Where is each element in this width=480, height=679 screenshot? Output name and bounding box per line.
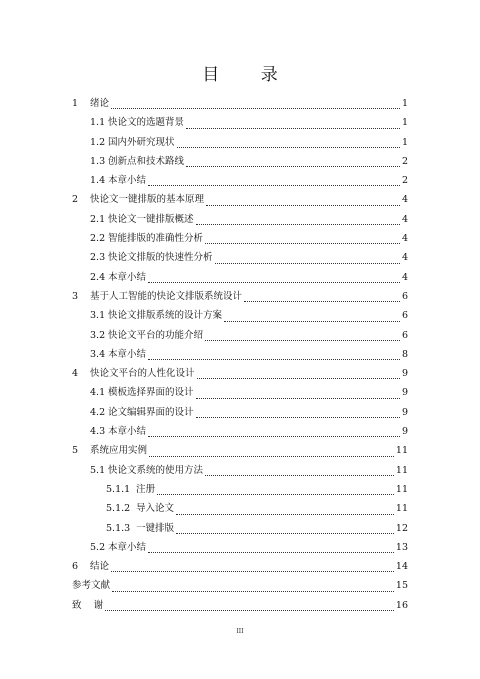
toc-entry-number: 3.2 [90, 329, 106, 341]
toc-entry-page: 1 [401, 98, 408, 109]
toc-entry[interactable] [72, 113, 408, 132]
toc-entry-page: 11 [395, 483, 408, 495]
toc-entry[interactable] [72, 133, 408, 152]
toc-entry[interactable] [72, 538, 408, 557]
toc-entry-page: 14 [395, 561, 408, 573]
dot-leader [186, 166, 400, 167]
toc-entry-label: 快论文排版系统的设计方案 [108, 310, 223, 322]
toc-entry-page: 6 [401, 329, 408, 341]
dot-leader [149, 456, 394, 457]
toc-entry-label: 智能排版的准确性分析 [108, 233, 204, 245]
toc-entry-label: 本章小结 [108, 426, 147, 438]
toc-entry-label: 本章小结 [108, 541, 147, 553]
toc-entry-number: 5.2 [90, 541, 106, 553]
toc-entry-page: 2 [401, 155, 408, 167]
dot-leader [196, 417, 400, 418]
toc-entry-label: 快论文系统的使用方法 [108, 464, 204, 476]
dot-leader [206, 205, 400, 206]
toc-entry-number: 2 [72, 194, 79, 206]
toc-entry-page: 4 [401, 213, 408, 225]
toc-entry-number: 4 [72, 368, 79, 380]
dot-leader [186, 128, 400, 129]
toc-entry[interactable] [72, 229, 408, 248]
dot-leader [176, 514, 394, 515]
toc-entry-label: 结论 [90, 561, 110, 573]
toc-entry-page: 12 [395, 522, 408, 534]
toc-entry-number: 3.4 [90, 348, 106, 360]
toc-entry-number: 5.1 [90, 464, 106, 476]
toc-entry[interactable] [72, 171, 408, 190]
toc-entry-page: 11 [395, 445, 408, 457]
dot-leader [244, 301, 400, 302]
dot-leader [148, 436, 400, 437]
dot-leader [215, 263, 400, 264]
toc-entry-label: 绪论 [90, 98, 110, 109]
toc-entry-page: 8 [401, 348, 408, 360]
toc-entry-page: 11 [395, 464, 408, 476]
toc-entry-number: 5.1.2 [106, 503, 131, 515]
toc-entry-page: 15 [395, 580, 408, 592]
toc-entry[interactable] [72, 441, 408, 460]
toc-entry[interactable] [72, 383, 408, 402]
toc-entry-number: 4.1 [90, 387, 106, 399]
toc-entry-label: 致 谢 [72, 599, 104, 611]
toc-entry[interactable] [72, 461, 408, 480]
toc-entry-number: 2.4 [90, 271, 106, 283]
dot-leader [105, 610, 394, 611]
toc-entry-label: 导入论文 [136, 503, 175, 515]
toc-entry-page: 11 [395, 503, 408, 515]
toc-entry-number: 6 [72, 561, 79, 573]
toc-entry[interactable] [72, 403, 408, 422]
toc-entry-label: 一键排版 [136, 522, 175, 534]
dot-leader [176, 533, 394, 534]
toc-entry-page: 4 [401, 252, 408, 264]
toc-entry-label: 快论文一键排版的基本原理 [90, 194, 205, 206]
dot-leader [197, 378, 400, 379]
toc-entry-label: 本章小结 [108, 271, 147, 283]
toc-entry[interactable] [72, 596, 408, 615]
toc-entry-page: 9 [401, 426, 408, 438]
toc-entry-number: 4.3 [90, 426, 106, 438]
dot-leader [111, 108, 400, 109]
toc-entry-number: 2.2 [90, 233, 106, 245]
toc-entry-number: 3 [72, 290, 79, 302]
toc-entry[interactable] [72, 576, 408, 595]
toc-entry-page: 4 [401, 233, 408, 245]
dot-leader [148, 359, 400, 360]
toc-entry[interactable] [72, 94, 408, 113]
toc-entry-page: 4 [401, 194, 408, 206]
table-of-contents [72, 94, 408, 615]
toc-entry[interactable] [72, 519, 408, 538]
page-number-footer: III [236, 628, 244, 635]
toc-entry-label: 快论文排版的快速性分析 [108, 252, 213, 264]
page-title: 目 录 [202, 65, 296, 85]
toc-entry[interactable] [72, 306, 408, 325]
toc-entry-label: 系统应用实例 [90, 445, 148, 457]
toc-entry-page: 13 [395, 541, 408, 553]
toc-entry-number: 4.2 [90, 406, 106, 418]
toc-entry-page: 1 [401, 117, 408, 129]
dot-leader [205, 243, 400, 244]
toc-entry-label: 快论文的选题背景 [108, 117, 185, 129]
toc-entry[interactable] [72, 268, 408, 287]
toc-entry[interactable] [72, 210, 408, 229]
toc-entry-label: 本章小结 [108, 175, 147, 187]
toc-entry-page: 6 [401, 290, 408, 302]
toc-entry-label: 快论文平台的人性化设计 [90, 368, 195, 380]
dot-leader [205, 475, 394, 476]
toc-entry-label: 快论文平台的功能介绍 [108, 329, 204, 341]
dot-leader [196, 224, 400, 225]
dot-leader [177, 147, 400, 148]
dot-leader [148, 282, 400, 283]
toc-entry-number: 5.1.3 [106, 522, 131, 534]
toc-entry-page: 9 [401, 406, 408, 418]
toc-entry-number: 1.3 [90, 155, 106, 167]
toc-entry-page: 6 [401, 310, 408, 322]
toc-entry-number: 1.1 [90, 117, 106, 129]
toc-entry[interactable] [72, 287, 408, 306]
toc-entry[interactable] [72, 326, 408, 345]
toc-entry[interactable] [72, 422, 408, 441]
toc-entry-label: 基于人工智能的快论文排版系统设计 [90, 290, 243, 302]
toc-entry-number: 5 [72, 445, 79, 457]
dot-leader [157, 494, 394, 495]
toc-entry-label: 参考文献 [72, 580, 111, 592]
toc-entry-page: 9 [401, 368, 408, 380]
toc-entry-label: 注册 [136, 483, 156, 495]
toc-entry[interactable] [72, 364, 408, 383]
dot-leader [148, 185, 400, 186]
toc-entry[interactable] [72, 499, 408, 518]
toc-entry[interactable] [72, 557, 408, 576]
toc-entry-label: 快论文一键排版概述 [108, 213, 194, 225]
toc-entry-label: 模板选择界面的设计 [108, 387, 194, 399]
toc-entry-page: 1 [401, 136, 408, 148]
toc-entry-number: 1 [72, 98, 79, 109]
toc-entry-number: 5.1.1 [106, 483, 131, 495]
dot-leader [148, 552, 394, 553]
toc-entry[interactable] [72, 190, 408, 209]
toc-entry[interactable] [72, 345, 408, 364]
toc-entry-label: 论文编辑界面的设计 [108, 406, 194, 418]
dot-leader [224, 321, 400, 322]
toc-entry[interactable] [72, 152, 408, 171]
dot-leader [111, 571, 394, 572]
toc-entry-page: 16 [395, 599, 408, 611]
toc-entry-label: 创新点和技术路线 [108, 155, 185, 167]
toc-entry-label: 本章小结 [108, 348, 147, 360]
dot-leader [205, 340, 400, 341]
toc-entry-page: 2 [401, 175, 408, 187]
toc-entry-label: 国内外研究现状 [108, 136, 175, 148]
toc-entry-number: 1.4 [90, 175, 106, 187]
toc-entry-page: 4 [401, 271, 408, 283]
toc-entry-number: 2.1 [90, 213, 106, 225]
dot-leader [112, 591, 394, 592]
toc-entry[interactable] [72, 248, 408, 267]
toc-entry-number: 3.1 [90, 310, 106, 322]
toc-entry-page: 9 [401, 387, 408, 399]
toc-entry-number: 1.2 [90, 136, 106, 148]
toc-entry[interactable] [72, 480, 408, 499]
toc-entry-number: 2.3 [90, 252, 106, 264]
dot-leader [196, 398, 400, 399]
